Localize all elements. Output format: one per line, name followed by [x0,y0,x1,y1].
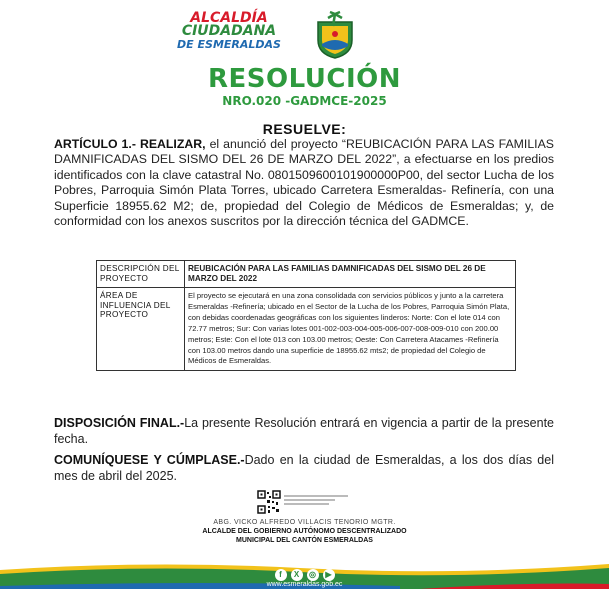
website-link[interactable]: www.esmeraldas.gob.ec [266,581,343,588]
table-row [97,288,516,371]
table-value-cell: REUBICACIÓN PARA LAS FAMILIAS DAMNIFICADAS DEL SISMO DEL 26 DE MARZO DEL 2022 [185,261,516,288]
article-1-lead: ARTÍCULO 1.- REALIZAR, [54,137,206,151]
instagram-icon[interactable]: ◎ [307,569,319,581]
crest-icon [310,10,360,60]
project-table [96,260,516,371]
article-1-body: el anunció del proyecto “REUBICACIÓN PARA LAS FAMILIAS DAMNIFICADAS DEL SISMO DEL 26 DE MARZO DEL 2022”, a efectuarse en los predios identificados con la clave catastral No. 0801509600101900000P00, del sector Lucha de los Pobres, Parroquia Simón Plata Torres, ubicado Carretera Esmeraldas- Refinería, con una Superficie 18955.62 M2; de, propiedad del Colegio de Médicos de Esmeraldas; y, de conformidad con los anexos suscritos por la dirección técnica del GADMCE. [54,137,554,229]
signatory-name: ABG. VICKO ALFREDO VILLACIS TENORIO MGTR. [213,519,396,526]
cumplase-body: Dado en la ciudad de Esmeraldas, a los dos días del mes de abril del 2025. [54,453,554,483]
electronic-signature [257,490,347,514]
logo-line-2: CIUDADANA [181,23,277,39]
signatory-role-line-1: ALCALDE DEL GOBIERNO AUTÓNOMO DESCENTRALIZADO [202,528,407,535]
cumplase-lead: COMUNÍQUESE Y CÚMPLASE.- [54,453,245,467]
document-title: RESOLUCIÓN [208,64,401,94]
disposicion-lead: DISPOSICIÓN FINAL.- [54,416,185,430]
signature-stamp-text [284,493,348,507]
resolution-number: NRO.020 -GADMCE-2025 [222,94,387,108]
table-label-cell: ÁREA DE INFLUENCIA DEL PROYECTO [97,288,185,371]
disposicion-final-paragraph [54,415,554,447]
cumplase-paragraph [54,452,554,484]
social-links [0,569,609,581]
logo-wordmark [150,12,308,51]
logo-line-1: ALCALDÍA [190,10,268,26]
table-value-cell: El proyecto se ejecutará en una zona consolidada con servicios públicos y junto a la carretera Esmeraldas -Refinería; ubicado en el Sector de la Lucha de los Pobres, Parroquia Simón Plata, con debidas coordenadas geográficas con los siguientes linderos: Norte: Con el lote 014 con 72.77 metros; Sur: Con varias lotes 001-002-003-004-005-006-007-008-009-010 con 200.00 metros; Este: Con el lote 013 con 103.00 metros; Oeste: Con Carretera Atacames -Refinería con 103.00 metros dando una superficie de 18955.62 mts2; de propiedad del Colegio de Médicos de Esmeraldas. [185,288,516,371]
signatory-role-line-2: MUNICIPAL DEL CANTÓN ESMERALDAS [236,537,373,544]
facebook-icon[interactable]: f [275,569,287,581]
qr-code-icon [257,490,281,514]
x-icon[interactable]: X [291,569,303,581]
table-row [97,261,516,288]
disposicion-body: La presente Resolución entrará en vigencia a partir de la presente fecha. [54,416,554,446]
municipal-logo [150,10,390,60]
youtube-icon[interactable]: ▶ [323,569,335,581]
logo-line-3: DE ESMERALDAS [177,38,281,51]
resuelve-heading: RESUELVE: [262,121,347,137]
table-label-cell: DESCRIPCIÓN DEL PROYECTO [97,261,185,288]
article-1-paragraph [54,137,554,229]
